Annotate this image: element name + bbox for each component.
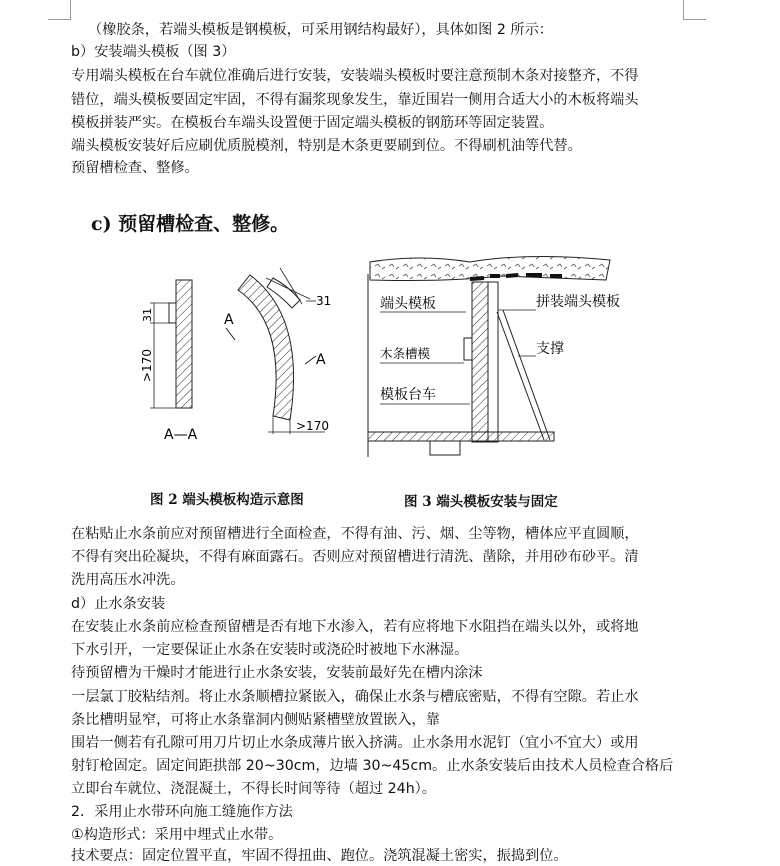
body-line: 在粘贴止水条前应对预留槽进行全面检查，不得有油、污、烟、尘等物，槽体应平直圆顺， (71, 526, 639, 542)
dim-31-vertical: 31 (141, 308, 154, 322)
body-line: 围岩一侧若有孔隙可用刀片切止水条成薄片嵌入挤满。止水条用水泥钉（宜小不宜大）或用 (71, 735, 639, 751)
body-line: 专用端头模板在台车就位准确后进行安装，安装端头模板时要注意预制木条对接整齐，不得 (71, 68, 639, 84)
crop-mark-right-vertical (683, 0, 684, 20)
body-line: （橡胶条，若端头模板是钢模板，可采用钢结构最好），具体如图 2 所示： (88, 22, 553, 38)
section-mark-a-right: A (316, 352, 326, 368)
trolley-foot (430, 441, 460, 455)
body-line: 条比槽明显窄，可将止水条靠洞内侧贴紧槽壁放置嵌入，靠 (71, 712, 440, 728)
end-formwork-plate (472, 282, 488, 442)
body-line: ①构造形式：采用中埋式止水带。 (71, 827, 283, 843)
dim-170-vertical: >170 (140, 349, 154, 382)
section-mark-a-top: A (224, 312, 234, 328)
label-formwork-trolley: 模板台车 (380, 387, 436, 403)
body-line: d）止水条安装 (71, 596, 166, 612)
figure-3-caption: 图 3 端头模板安装与固定 (404, 494, 558, 510)
formwork-section-body (176, 280, 192, 408)
body-line: 立即台车就位、浇混凝土，不得长时间等待（超过 24h）。 (71, 781, 436, 797)
label-wood-strip-groove: 木条槽模 (380, 346, 431, 361)
body-line: 2．采用止水带环向施工缝施作方法 (71, 804, 293, 820)
crop-mark-left-horizontal (48, 19, 71, 20)
dim-31-arc: 31 (316, 294, 332, 308)
label-assembled-end-formwork: 拼装端头模板 (536, 294, 620, 310)
body-line: 模板拼装严实。在模板台车端头设置便于固定端头模板的钢筋环等固定装置。 (71, 115, 554, 131)
body-line: 一层氯丁胶粘结剂。将止水条顺槽拉紧嵌入，确保止水条与槽底密贴，不得有空隙。若止水 (71, 689, 639, 705)
crop-mark-left-vertical (70, 0, 71, 20)
body-line: 技术要点：固定位置平直，牢固不得扭曲、跑位。浇筑混凝土密实，振捣到位。 (71, 848, 568, 864)
body-line: 下水引开，一定要保证止水条在安装时或浇砼时被地下水淋湿。 (71, 642, 469, 658)
crop-mark-right-horizontal (683, 19, 706, 20)
label-end-formwork: 端头模板 (380, 296, 436, 312)
figure-3-formwork-installation-diagram (360, 252, 620, 467)
body-line: 待预留槽为干燥时才能进行止水条安装，安装前最好先在槽内涂沫 (71, 665, 483, 681)
body-line: 在安装止水条前应检查预留槽是否有地下水渗入，若有应将地下水阻挡在端头以外，或将地 (71, 619, 639, 635)
body-line: b）安装端头模板（图 3） (71, 44, 236, 60)
label-support: 支撑 (536, 341, 564, 357)
assembled-end-formwork (488, 282, 498, 442)
body-line: 预留槽检查、整修。 (71, 160, 199, 176)
body-line: 端头模板安装好后应刷优质脱模剂，特别是木条更要刷到位。不得刷机油等代替。 (71, 138, 582, 154)
body-line: 洗用高压水冲洗。 (71, 572, 185, 588)
figure-2-caption: 图 2 端头模板构造示意图 (150, 492, 304, 508)
body-line: 射钉枪固定。固定间距拱部 20~30cm，边墙 30~45cm。止水条安装后由技术人员检查合格后 (71, 758, 674, 774)
section-heading: c) 预留槽检查、整修。 (91, 213, 290, 235)
dim-170-arc: >170 (296, 419, 329, 433)
wood-strip-groove-block (464, 338, 472, 360)
figure-2-end-formwork-diagram (140, 262, 355, 452)
trolley-base-rail (368, 432, 554, 441)
section-label: A—A (164, 427, 198, 443)
body-line: 不得有突出砼凝块，不得有麻面露石。否则应对预留槽进行清洗、凿除，并用砂布砂平。清 (71, 549, 639, 565)
wood-strip-profile (169, 303, 176, 323)
body-line: 错位，端头模板要固定牢固，不得有漏浆现象发生，靠近围岩一侧用合适大小的木板将端头 (71, 92, 639, 108)
